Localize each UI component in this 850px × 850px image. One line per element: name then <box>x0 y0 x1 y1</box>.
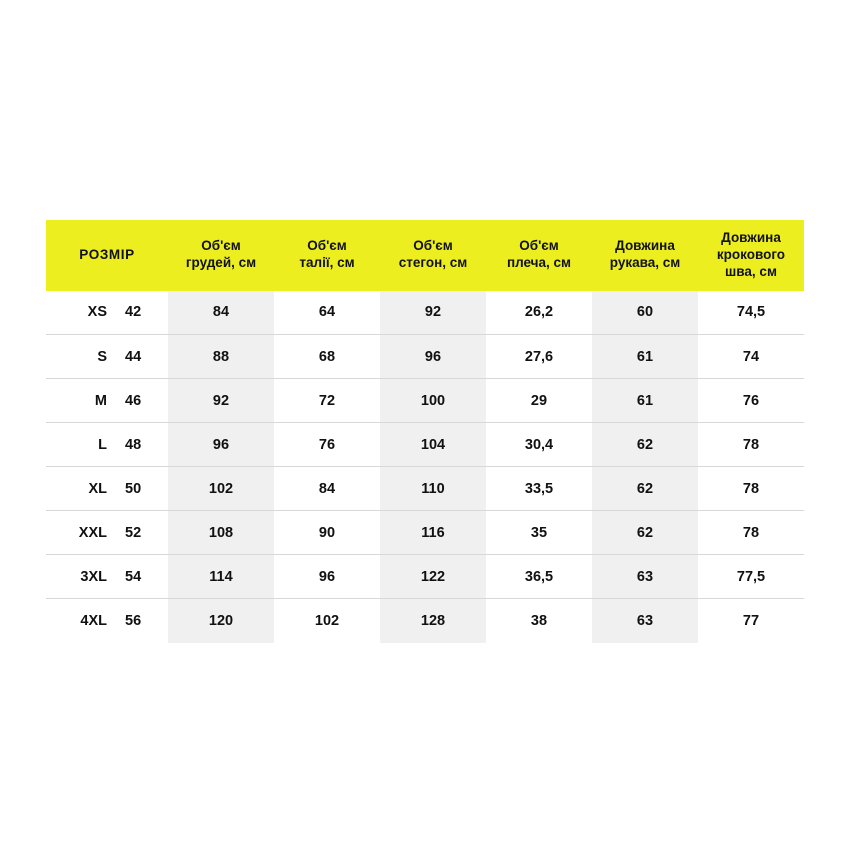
cell-shoulder: 29 <box>486 379 592 423</box>
cell-chest: 92 <box>168 379 274 423</box>
cell-size <box>46 511 168 555</box>
cell-size <box>46 599 168 643</box>
table-row <box>46 291 804 335</box>
cell-chest: 84 <box>168 291 274 335</box>
column-header-inseam-line-1: Довжина <box>721 230 781 245</box>
table-row <box>46 379 804 423</box>
table-row <box>46 423 804 467</box>
cell-waist: 64 <box>274 291 380 335</box>
cell-shoulder: 38 <box>486 599 592 643</box>
size-label: 4XL <box>80 612 107 629</box>
cell-chest: 96 <box>168 423 274 467</box>
cell-waist: 96 <box>274 555 380 599</box>
size-chart-container <box>46 220 804 643</box>
cell-hip: 100 <box>380 379 486 423</box>
table-row <box>46 511 804 555</box>
cell-shoulder: 30,4 <box>486 423 592 467</box>
cell-inseam: 77,5 <box>698 555 804 599</box>
cell-chest: 120 <box>168 599 274 643</box>
table-row <box>46 555 804 599</box>
table-header <box>46 220 804 291</box>
cell-size <box>46 555 168 599</box>
column-header-inseam-line-2: крокового <box>716 246 786 262</box>
column-header-sleeve-line-2: рукава, см <box>609 255 681 271</box>
cell-chest: 114 <box>168 555 274 599</box>
column-header-size <box>46 220 168 291</box>
cell-hip: 96 <box>380 335 486 379</box>
cell-shoulder: 27,6 <box>486 335 592 379</box>
cell-hip: 116 <box>380 511 486 555</box>
table-body <box>46 291 804 643</box>
table-row <box>46 335 804 379</box>
cell-sleeve: 60 <box>592 291 698 335</box>
cell-size <box>46 467 168 511</box>
cell-shoulder: 26,2 <box>486 291 592 335</box>
column-header-waist-line-1: Об'єм <box>307 238 347 254</box>
size-label: 3XL <box>80 568 107 585</box>
cell-shoulder: 35 <box>486 511 592 555</box>
cell-chest: 102 <box>168 467 274 511</box>
column-header-chest <box>168 220 274 291</box>
size-label: XS <box>87 304 107 321</box>
cell-inseam: 76 <box>698 379 804 423</box>
cell-waist: 72 <box>274 379 380 423</box>
size-label: L <box>98 436 107 453</box>
column-header-hip <box>380 220 486 291</box>
cell-hip: 128 <box>380 599 486 643</box>
size-number: 56 <box>125 612 142 629</box>
cell-inseam: 74 <box>698 335 804 379</box>
column-header-size-line-1: РОЗМІР <box>79 246 135 262</box>
cell-hip: 104 <box>380 423 486 467</box>
column-header-inseam-line-3: шва, см <box>725 263 777 279</box>
table-header-row <box>46 220 804 291</box>
cell-waist: 68 <box>274 335 380 379</box>
cell-chest: 88 <box>168 335 274 379</box>
size-number: 44 <box>125 348 142 365</box>
cell-size <box>46 335 168 379</box>
column-header-shoulder-line-2: плеча, см <box>506 255 572 271</box>
cell-inseam: 77 <box>698 599 804 643</box>
cell-waist: 102 <box>274 599 380 643</box>
size-chart-table <box>46 220 804 643</box>
size-number: 42 <box>125 304 142 321</box>
cell-sleeve: 62 <box>592 423 698 467</box>
column-header-chest-line-2: грудей, см <box>185 255 257 271</box>
column-header-shoulder <box>486 220 592 291</box>
cell-waist: 76 <box>274 423 380 467</box>
cell-sleeve: 61 <box>592 379 698 423</box>
size-label: XL <box>88 480 107 497</box>
cell-hip: 110 <box>380 467 486 511</box>
size-label: M <box>94 392 107 409</box>
size-label: XXL <box>78 524 107 541</box>
column-header-shoulder-line-1: Об'єм <box>519 238 559 254</box>
column-header-waist-line-2: талії, см <box>299 255 355 271</box>
cell-inseam: 74,5 <box>698 291 804 335</box>
cell-shoulder: 33,5 <box>486 467 592 511</box>
cell-hip: 122 <box>380 555 486 599</box>
size-number: 54 <box>125 568 142 585</box>
size-label: S <box>97 348 107 365</box>
cell-shoulder: 36,5 <box>486 555 592 599</box>
cell-sleeve: 63 <box>592 555 698 599</box>
cell-chest: 108 <box>168 511 274 555</box>
column-header-waist <box>274 220 380 291</box>
cell-sleeve: 61 <box>592 335 698 379</box>
cell-waist: 90 <box>274 511 380 555</box>
cell-sleeve: 62 <box>592 467 698 511</box>
cell-inseam: 78 <box>698 467 804 511</box>
column-header-hip-line-1: Об'єм <box>413 238 453 254</box>
cell-waist: 84 <box>274 467 380 511</box>
cell-sleeve: 63 <box>592 599 698 643</box>
cell-inseam: 78 <box>698 511 804 555</box>
column-header-sleeve <box>592 220 698 291</box>
table-row <box>46 467 804 511</box>
size-number: 50 <box>125 480 142 497</box>
column-header-sleeve-line-1: Довжина <box>615 238 675 254</box>
size-number: 48 <box>125 436 142 453</box>
column-header-chest-line-1: Об'єм <box>201 238 241 254</box>
cell-size <box>46 379 168 423</box>
cell-size <box>46 291 168 335</box>
column-header-hip-line-2: стегон, см <box>398 255 468 271</box>
size-number: 46 <box>125 392 142 409</box>
cell-hip: 92 <box>380 291 486 335</box>
cell-inseam: 78 <box>698 423 804 467</box>
column-header-inseam <box>698 220 804 291</box>
size-number: 52 <box>125 524 142 541</box>
table-row <box>46 599 804 643</box>
cell-size <box>46 423 168 467</box>
cell-sleeve: 62 <box>592 511 698 555</box>
